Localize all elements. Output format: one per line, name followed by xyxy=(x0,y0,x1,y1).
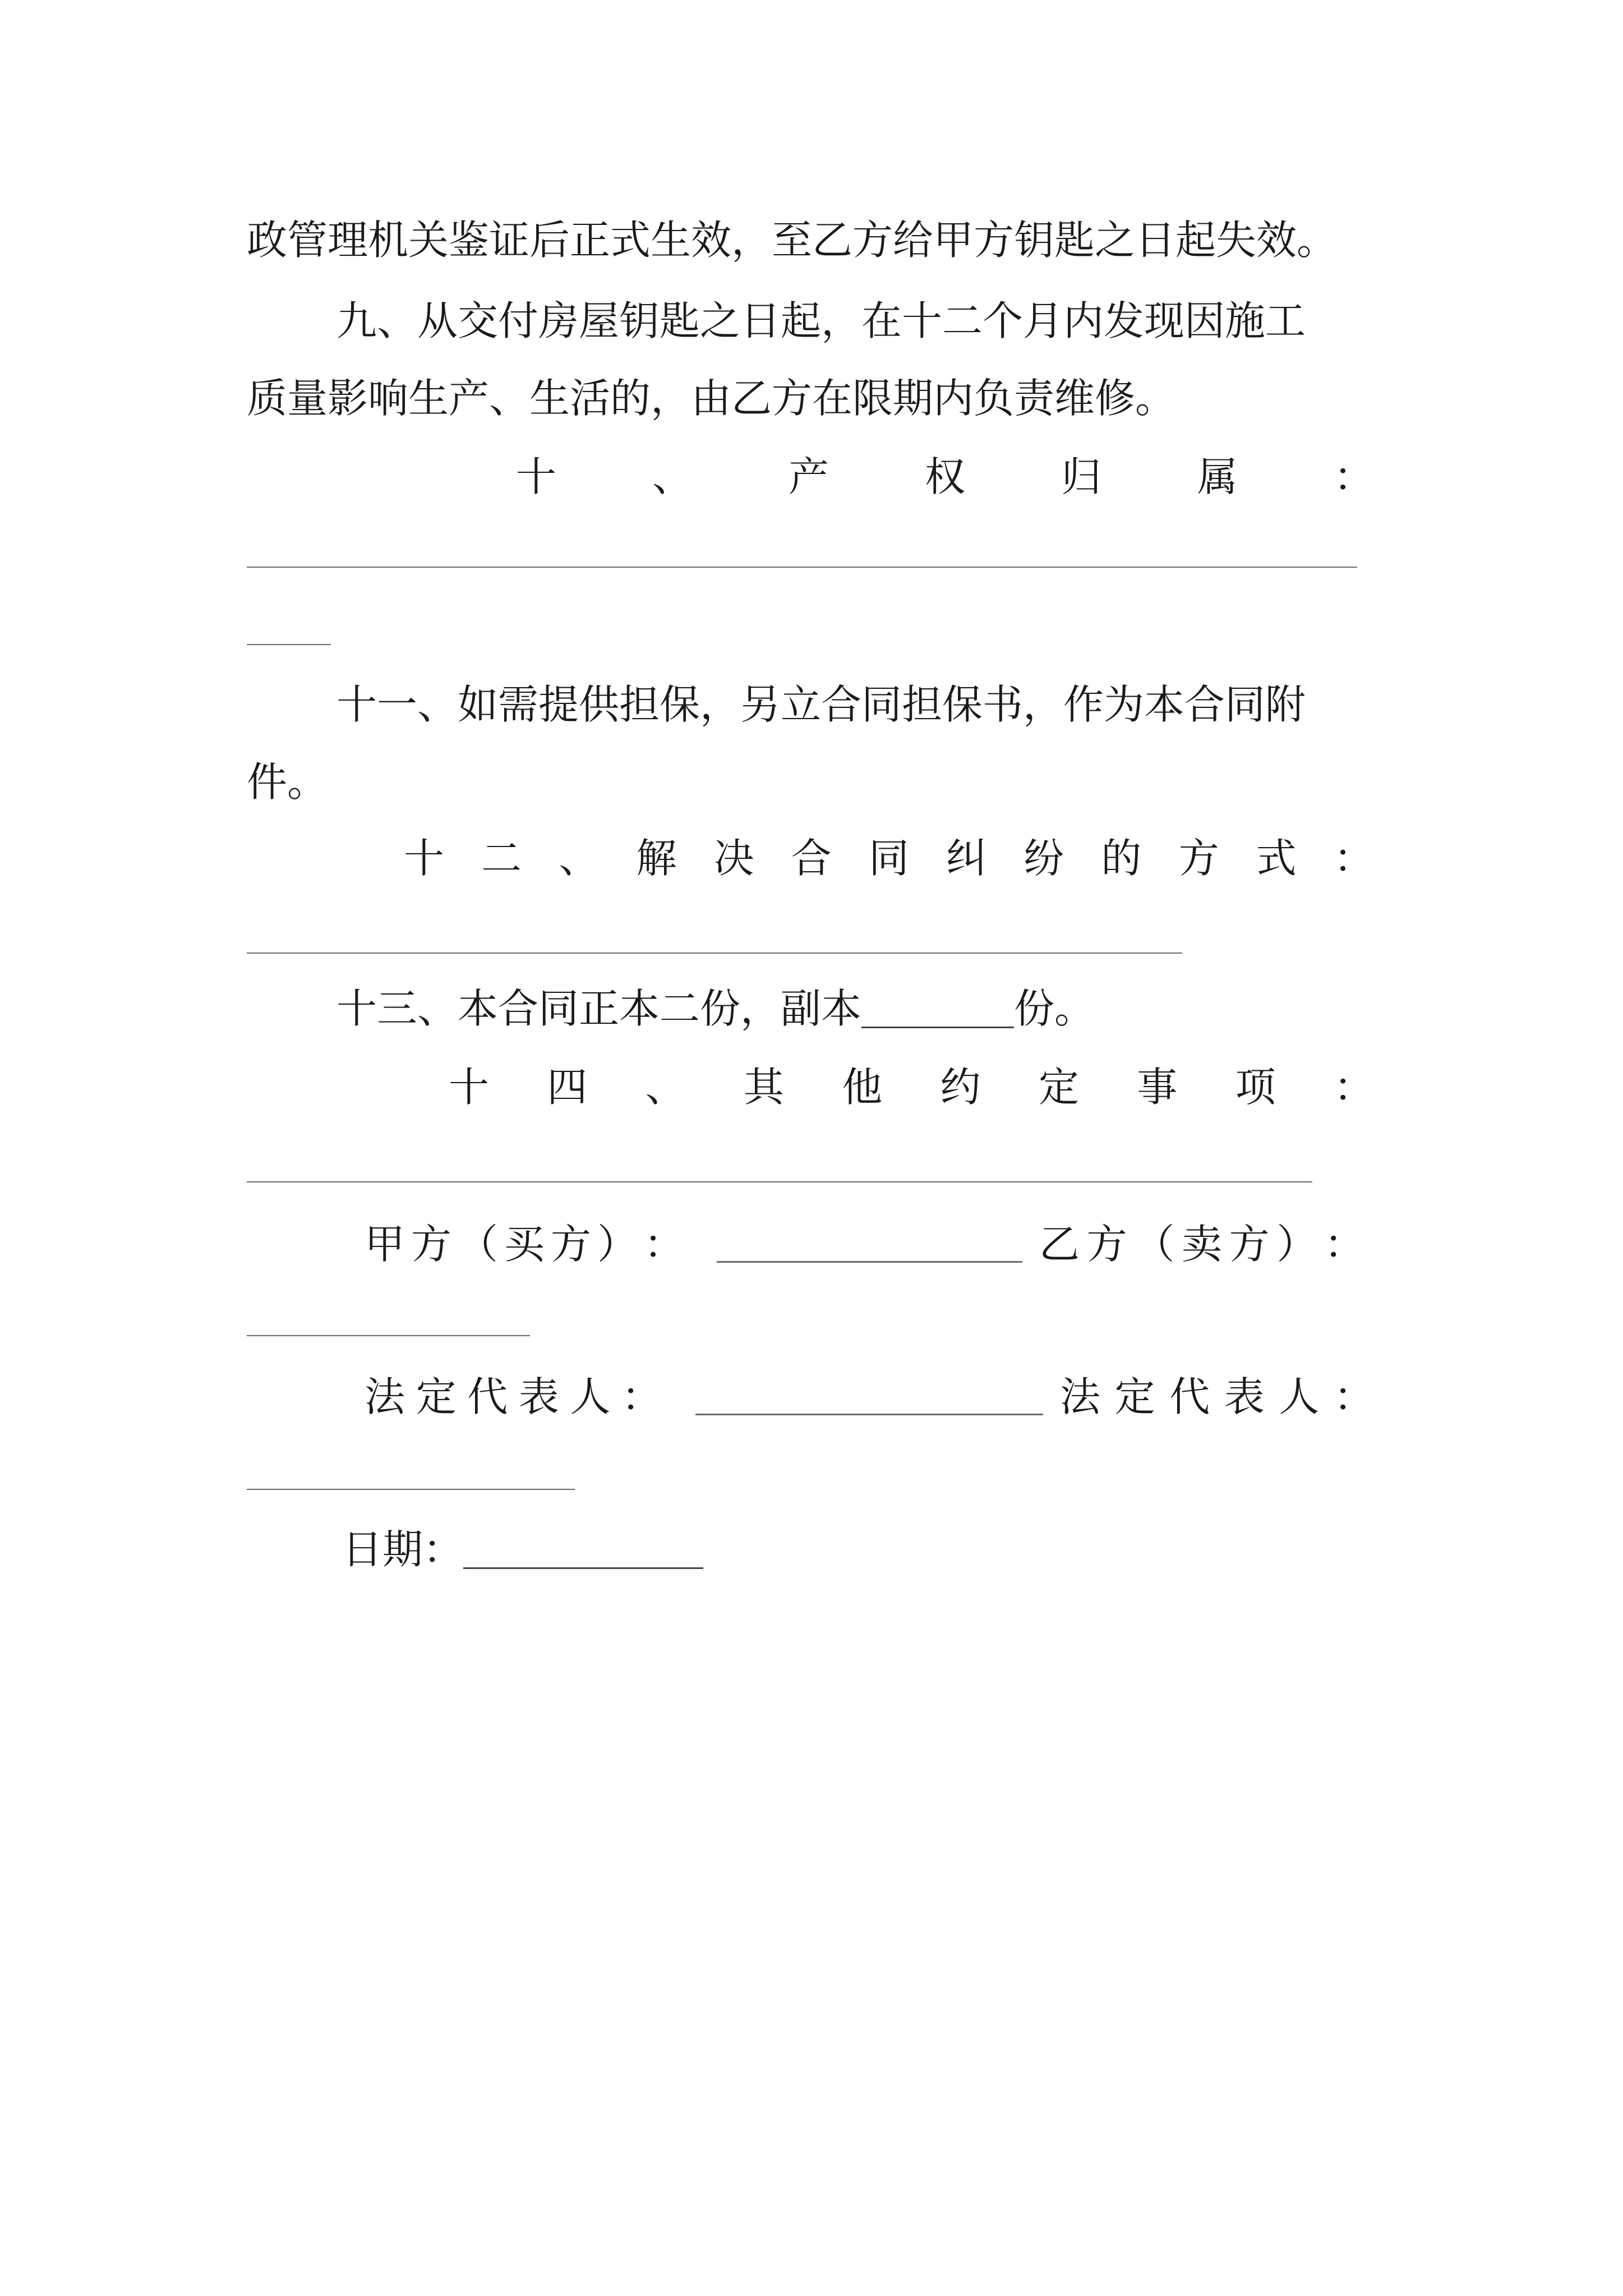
date-blank xyxy=(463,1528,703,1569)
clause-9-line-1: 九、从交付房屋钥匙之日起，在十二个月内发现因施工 xyxy=(336,297,1306,344)
clause-12-char: 的 xyxy=(1101,835,1142,882)
party-a-blank xyxy=(717,1227,1022,1263)
clause-14-char: 约 xyxy=(940,1064,981,1111)
party-a-label: 甲 方 （ 买 方 ） ： xyxy=(365,1221,684,1268)
rep-a-blank xyxy=(695,1380,1043,1415)
copies-blank xyxy=(861,987,1014,1028)
clause-12-char: 方 xyxy=(1178,835,1219,882)
clause-10-char: 产 xyxy=(788,453,829,500)
clause-10-char: 、 xyxy=(652,453,693,500)
clause-14-char: 四 xyxy=(547,1064,588,1111)
party-b-blank xyxy=(247,1335,530,1336)
clause-13-prefix: 十三、本合同正本二份，副本 xyxy=(336,985,862,1032)
rep-b-label: 法 定 代 表 人 ： xyxy=(1060,1373,1374,1420)
clause-14-heading xyxy=(449,1059,1374,1115)
clause-9-line-2: 质量影响生产、生活的，由乙方在限期内负责维修。 xyxy=(247,375,1176,422)
clause-12-char: ： xyxy=(1333,835,1374,882)
clause-12-fill-line xyxy=(247,953,1182,954)
clause-12-char: 同 xyxy=(868,835,909,882)
clause-14-char: 、 xyxy=(645,1064,686,1111)
clause-14-fill-line xyxy=(247,1181,1312,1182)
clause-12-char: 决 xyxy=(713,835,754,882)
clause-14-char: ： xyxy=(1333,1064,1374,1111)
date-label: 日期： xyxy=(342,1526,464,1573)
clause-12-char: 、 xyxy=(559,835,600,882)
clause-10-char: ： xyxy=(1333,453,1374,500)
clause-10-char: 权 xyxy=(924,453,965,500)
clause-12-char: 纷 xyxy=(1023,835,1064,882)
rep-a-label: 法 定 代 表 人 ： xyxy=(365,1373,662,1420)
clause-13-suffix: 份。 xyxy=(1014,985,1095,1032)
clause-14-char: 定 xyxy=(1038,1064,1079,1111)
clause-14-char: 十 xyxy=(449,1064,490,1111)
party-b-label: 乙 方 （ 卖 方 ） ： xyxy=(1039,1221,1364,1268)
clause-12-char: 解 xyxy=(636,835,677,882)
clause-12-heading xyxy=(404,830,1374,886)
clause-10-char: 属 xyxy=(1197,453,1238,500)
clause-14-char: 其 xyxy=(743,1064,784,1111)
clause-14-char: 项 xyxy=(1235,1064,1276,1111)
clause-10-heading xyxy=(516,449,1374,505)
clause-10-char: 十 xyxy=(516,453,557,500)
clause-14-char: 事 xyxy=(1137,1064,1178,1111)
clause-11-line-1: 十一、如需提供担保，另立合同担保书，作为本合同附 xyxy=(336,681,1306,728)
clause-8-tail: 政管理机关鉴证后正式生效，至乙方给甲方钥匙之日起失效。 xyxy=(247,217,1338,264)
representative-row xyxy=(365,1369,1374,1425)
date-row xyxy=(342,1521,1015,1577)
rep-b-blank xyxy=(247,1489,575,1490)
clause-12-char: 纠 xyxy=(946,835,987,882)
clause-14-char: 他 xyxy=(842,1064,883,1111)
clause-10-char: 归 xyxy=(1061,453,1101,500)
clause-12-char: 二 xyxy=(481,835,522,882)
clause-10-fill-line xyxy=(247,567,1357,568)
clause-13 xyxy=(336,981,1385,1037)
party-signature-row xyxy=(365,1216,1374,1272)
clause-10-fill-line-tail xyxy=(247,644,331,645)
clause-12-char: 式 xyxy=(1256,835,1297,882)
clause-11-line-2: 件。 xyxy=(247,758,328,806)
clause-12-char: 合 xyxy=(791,835,832,882)
clause-12-char: 十 xyxy=(404,835,445,882)
